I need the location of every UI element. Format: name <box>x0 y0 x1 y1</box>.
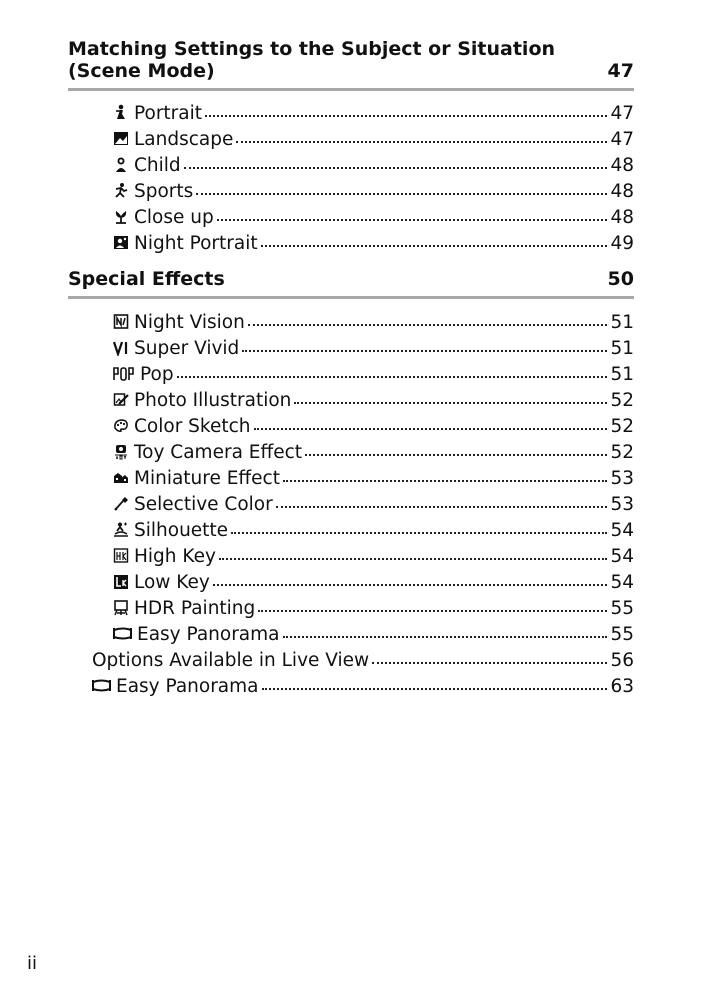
section-heading <box>68 268 634 299</box>
child-icon <box>113 156 129 173</box>
selective-color-icon <box>113 495 129 512</box>
dot-leader <box>184 159 608 169</box>
toc-entry-live-view-options[interactable] <box>92 648 634 674</box>
toc-entry-label: Toy Camera Effect <box>134 442 303 463</box>
toc-entry-label: Selective Color <box>134 494 273 515</box>
toy-camera-icon <box>113 443 129 460</box>
toc-entry-easy-panorama-main[interactable] <box>92 674 634 700</box>
dot-leader <box>262 680 608 690</box>
toc-entry-hdr-painting[interactable] <box>113 596 634 622</box>
dot-leader <box>248 316 608 326</box>
close-up-icon <box>113 208 129 225</box>
miniature-icon <box>113 469 129 486</box>
toc-entry-page: 49 <box>610 233 634 254</box>
toc-entry-sports[interactable] <box>113 179 634 205</box>
toc-entry-pop[interactable] <box>113 362 634 388</box>
toc-entry-label: High Key <box>134 546 216 567</box>
section-special-effects <box>68 268 634 299</box>
section-title-line-2: (Scene Mode) <box>68 60 215 82</box>
toc-entry-label: HDR Painting <box>134 598 256 619</box>
dot-leader <box>305 446 607 456</box>
toc-entry-low-key[interactable] <box>113 570 634 596</box>
toc-entry-page: 51 <box>610 338 634 359</box>
pop-icon <box>113 365 135 382</box>
toc-entry-child[interactable] <box>113 153 634 179</box>
toc-entry-night-vision[interactable] <box>113 310 634 336</box>
low-key-icon <box>113 573 129 590</box>
dot-leader <box>283 628 608 638</box>
toc-entry-page: 55 <box>610 624 634 645</box>
color-sketch-icon <box>113 417 129 434</box>
toc-entry-silhouette[interactable] <box>113 518 634 544</box>
toc-entry-page: 48 <box>610 207 634 228</box>
dot-leader <box>177 368 608 378</box>
section-title-line-1: Matching Settings to the Subject or Situation <box>68 38 556 60</box>
hdr-painting-icon <box>113 599 129 616</box>
landscape-icon <box>113 130 129 147</box>
toc-entry-color-sketch[interactable] <box>113 414 634 440</box>
toc-entry-label: Easy Panorama <box>116 676 259 697</box>
toc-entry-label: Easy Panorama <box>137 624 280 645</box>
toc-entry-page: 63 <box>610 676 634 697</box>
section-title: Special Effects <box>68 268 225 290</box>
dot-leader <box>283 472 607 482</box>
dot-leader <box>196 185 607 195</box>
dot-leader <box>276 498 608 508</box>
toc-entry-page: 54 <box>610 572 634 593</box>
toc-entry-label: Night Vision <box>134 312 245 333</box>
night-vision-icon <box>113 313 129 330</box>
dot-leader <box>217 211 608 221</box>
toc-entry-landscape[interactable] <box>113 127 634 153</box>
section-page-number: 47 <box>607 60 634 82</box>
toc-entry-label: Miniature Effect <box>134 468 280 489</box>
toc-entry-page: 54 <box>610 520 634 541</box>
easy-panorama-icon <box>92 677 111 694</box>
toc-entry-portrait[interactable] <box>113 101 634 127</box>
dot-leader <box>213 576 608 586</box>
toc-entry-toy-camera[interactable] <box>113 440 634 466</box>
toc-entry-label: Color Sketch <box>134 416 251 437</box>
toc-entry-selective-color[interactable] <box>113 492 634 518</box>
toc-entry-page: 55 <box>610 598 634 619</box>
toc-entry-label: Sports <box>134 181 194 202</box>
toc-entry-page: 48 <box>610 181 634 202</box>
toc-entry-page: 52 <box>610 442 634 463</box>
toc-entry-page: 53 <box>610 494 634 515</box>
easy-panorama-icon <box>113 625 132 642</box>
toc-entry-label: Night Portrait <box>134 233 258 254</box>
toc-entry-label: Super Vivid <box>134 338 240 359</box>
toc-entry-page: 52 <box>610 416 634 437</box>
toc-entry-page: 48 <box>610 155 634 176</box>
toc-entry-page: 51 <box>610 364 634 385</box>
super-vivid-icon <box>113 339 129 356</box>
toc-entry-page: 51 <box>610 312 634 333</box>
night-portrait-icon <box>113 234 129 251</box>
dot-leader <box>219 550 608 560</box>
toc-entry-label: Options Available in Live View <box>92 650 370 671</box>
dot-leader <box>254 420 608 430</box>
toc-entry-close-up[interactable] <box>113 205 634 231</box>
toc-entry-super-vivid[interactable] <box>113 336 634 362</box>
section-page-number: 50 <box>607 268 634 290</box>
toc-entry-label: Close up <box>134 207 214 228</box>
dot-leader <box>242 342 607 352</box>
toc-entry-label: Low Key <box>134 572 210 593</box>
dot-leader <box>205 107 607 117</box>
section-heading <box>68 38 634 91</box>
toc-entry-label: Portrait <box>134 103 203 124</box>
toc-entry-page: 54 <box>610 546 634 567</box>
toc-entry-page: 52 <box>610 390 634 411</box>
sports-icon <box>113 182 129 199</box>
dot-leader <box>294 394 607 404</box>
toc-entry-page: 56 <box>610 650 634 671</box>
dot-leader <box>258 602 607 612</box>
high-key-icon <box>113 547 129 564</box>
portrait-icon <box>113 104 129 121</box>
toc-entry-label: Landscape <box>134 129 234 150</box>
toc-entry-high-key[interactable] <box>113 544 634 570</box>
toc-entry-page: 47 <box>610 103 634 124</box>
section-scene-mode <box>68 38 634 91</box>
dot-leader <box>261 237 608 247</box>
toc-entry-label: Silhouette <box>134 520 229 541</box>
toc-entry-label: Pop <box>140 364 174 385</box>
toc-entry-night-portrait[interactable] <box>113 231 634 257</box>
dot-leader <box>231 524 607 534</box>
photo-illustration-icon <box>113 391 129 408</box>
toc-entry-photo-illustration[interactable] <box>113 388 634 414</box>
toc-entry-page: 53 <box>610 468 634 489</box>
dot-leader <box>372 654 607 664</box>
dot-leader <box>236 133 607 143</box>
toc-entry-page: 47 <box>610 129 634 150</box>
page-folio: ii <box>27 953 38 974</box>
silhouette-icon <box>113 521 129 538</box>
toc-entry-easy-panorama[interactable] <box>113 622 634 648</box>
toc-entry-label: Photo Illustration <box>134 390 292 411</box>
toc-entry-miniature[interactable] <box>113 466 634 492</box>
toc-entry-label: Child <box>134 155 181 176</box>
